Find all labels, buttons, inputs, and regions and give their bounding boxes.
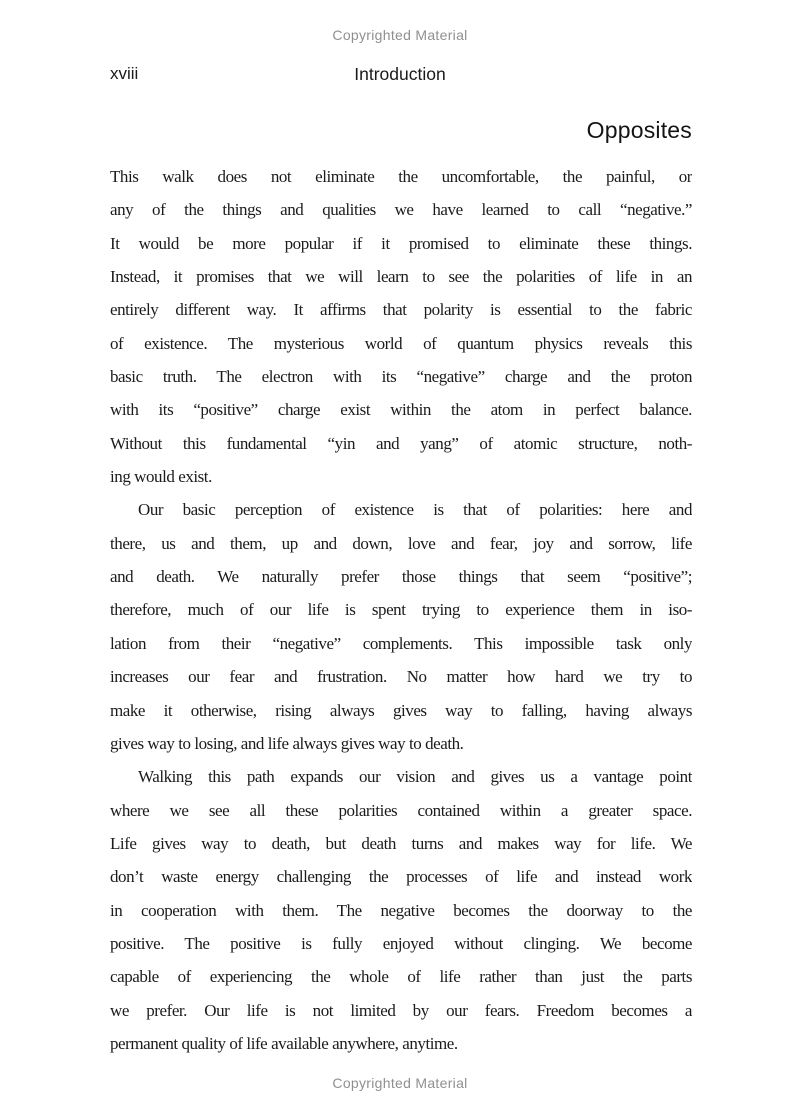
text-line: with its “positive” charge exist within the atom in perfect balance. xyxy=(110,400,692,420)
text-line: therefore, much of our life is spent trying to experience them in iso- xyxy=(110,600,692,620)
text-line: Life gives way to death, but death turns and makes way for life. We xyxy=(110,833,692,853)
text-line: increases our fear and frustration. No matter how hard we try to xyxy=(110,667,692,687)
bottom-watermark: Copyrighted Material xyxy=(332,1075,468,1091)
paragraph xyxy=(110,160,692,493)
text-line: It would be more popular if it promised to eliminate these things. xyxy=(110,233,692,253)
text-line: there, us and them, up and down, love and fear, joy and sorrow, life xyxy=(110,533,692,553)
text-line: ing would exist. xyxy=(110,467,212,487)
text-line: Our basic perception of existence is that of polarities: here and xyxy=(138,500,692,520)
text-line: where we see all these polarities contained within a greater space. xyxy=(110,800,692,820)
paragraph xyxy=(110,493,692,760)
top-watermark: Copyrighted Material xyxy=(332,27,468,43)
text-line: positive. The positive is fully enjoyed without clinging. We become xyxy=(110,933,692,953)
page-number: xviii xyxy=(110,64,139,83)
paragraph xyxy=(110,760,692,1060)
text-line: don’t waste energy challenging the processes of life and instead work xyxy=(110,867,692,887)
text-line: lation from their “negative” complements. This impossible task only xyxy=(110,633,692,653)
text-line: we prefer. Our life is not limited by our fears. Freedom becomes a xyxy=(110,1000,692,1020)
text-line: make it otherwise, rising always gives way to falling, having always xyxy=(110,700,692,720)
body-text xyxy=(110,160,692,1060)
text-line: capable of experiencing the whole of life rather than just the parts xyxy=(110,967,692,987)
text-line: Walking this path expands our vision and gives us a vantage point xyxy=(138,767,692,787)
running-head: Introduction xyxy=(354,64,446,84)
text-line: in cooperation with them. The negative becomes the doorway to the xyxy=(110,900,692,920)
text-line: and death. We naturally prefer those things that seem “positive”; xyxy=(110,567,692,587)
text-line: permanent quality of life available anywhere, anytime. xyxy=(110,1033,458,1053)
text-line: any of the things and qualities we have learned to call “negative.” xyxy=(110,200,692,220)
text-line: of existence. The mysterious world of quantum physics reveals this xyxy=(110,333,692,353)
text-line: entirely different way. It affirms that polarity is essential to the fabric xyxy=(110,300,692,320)
text-line: This walk does not eliminate the uncomfortable, the painful, or xyxy=(110,167,692,186)
page-header xyxy=(0,64,800,88)
text-line: gives way to losing, and life always gives way to death. xyxy=(110,733,464,753)
text-line: Without this fundamental “yin and yang” of atomic structure, noth- xyxy=(110,433,692,453)
text-line: basic truth. The electron with its “negative” charge and the proton xyxy=(110,367,692,387)
section-title: Opposites xyxy=(586,117,692,143)
text-line: Instead, it promises that we will learn to see the polarities of life in an xyxy=(110,267,692,287)
